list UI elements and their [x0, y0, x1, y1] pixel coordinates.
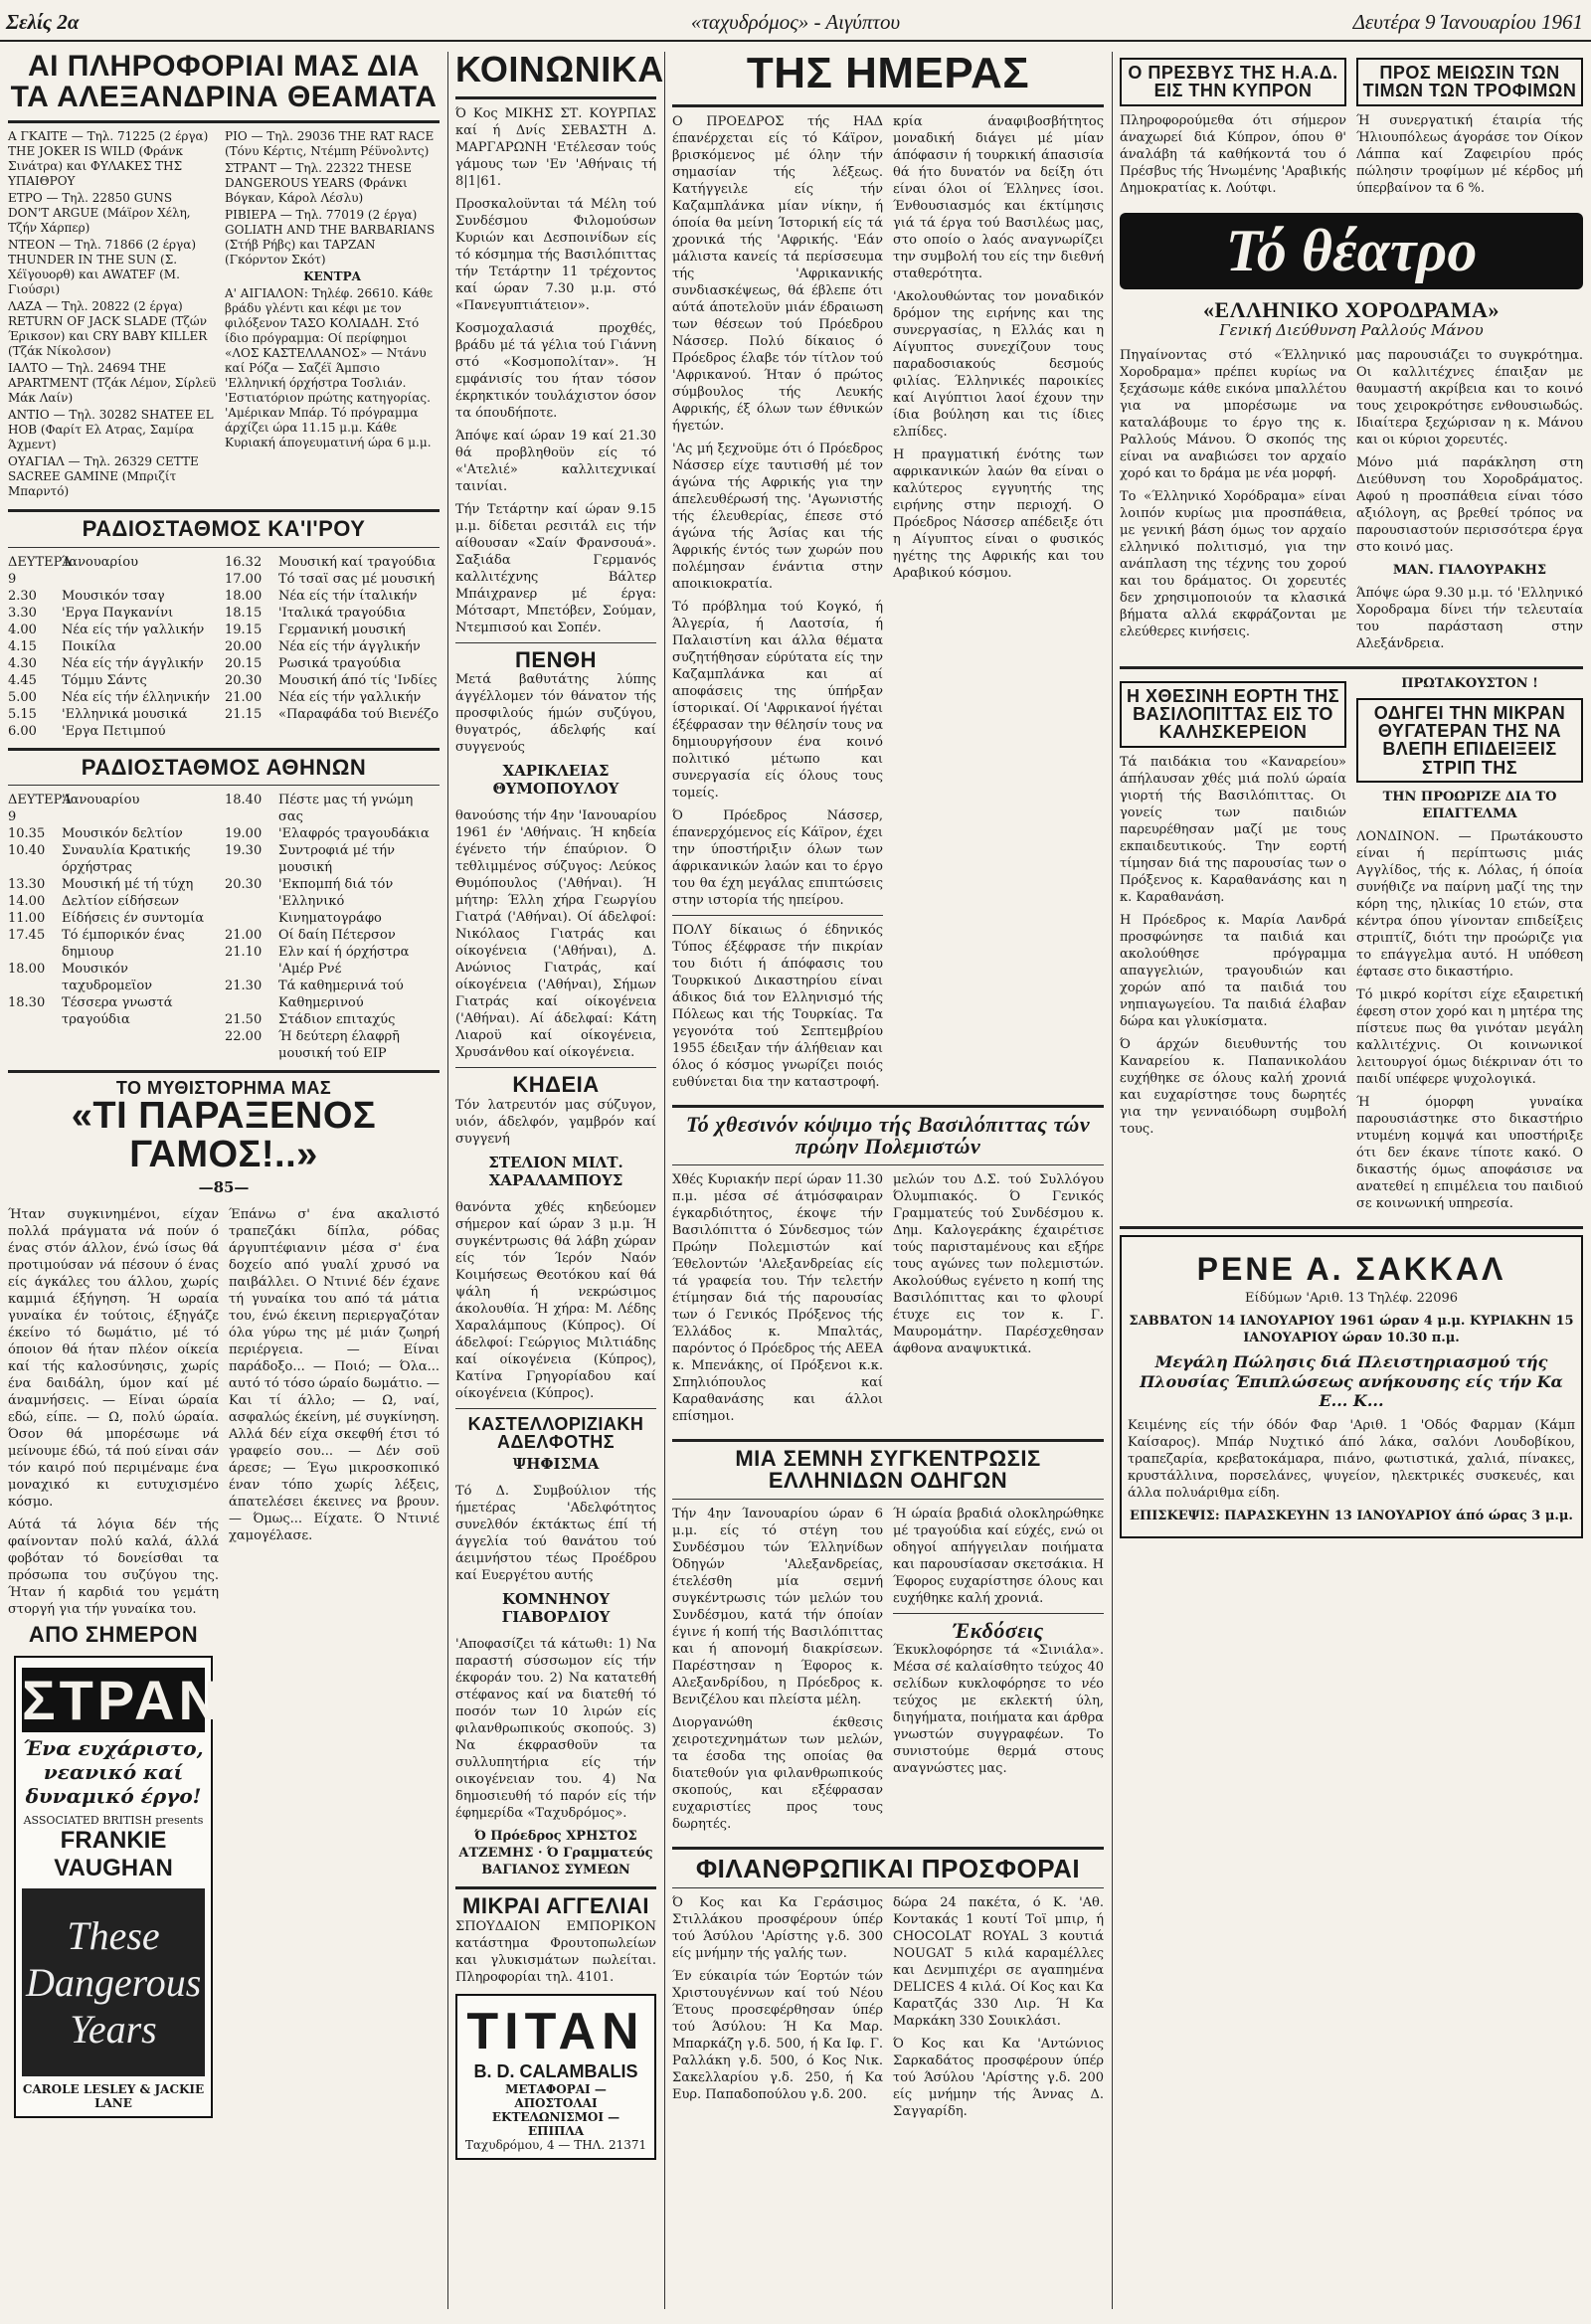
radio-program: 'Εκπομπή διά τόν 'Ελληνικό Κινηματογράφο [278, 877, 394, 927]
radio-schedule-row [8, 638, 217, 655]
radio-schedule-row [8, 893, 217, 910]
assembly-paragraph: Τήν 4ην Ίανουαρίου ώραν 6 μ.μ. είς τό στέγη του Συνδέσμου τών Έλληνίδων Όδηγών 'Αλεξανδρείας, έτελέσθη μία σεμνή συγκέντρωσις τών μελών του Συνδέσμου, κατά τήν όποίαν έγινε ή κοπή τής Βασιλόπιττας και ή απονομή διακρίσεων. Παρέστησαν η Έφορος κ. Αλεξανδρίδου, η Πρόεδρος κ. Βενιζέλου και πλείστα μέλη. [672, 1506, 883, 1707]
mourning-name: ΧΑΡΙΚΛΕΙΑΣ ΘΥΜΟΠΟΥΛΟΥ [492, 762, 619, 799]
charity-paragraph: Ό Κος και Κα Γεράσιμος Στιλλάκου προσφέρουν ύπέρ τού Άσύλου 'Αρίστης γ.δ. 300 είς μνήμην τής γαλής των. [672, 1895, 883, 1962]
radio-schedule-row [8, 672, 217, 689]
ad-cast: CAROLE LESLEY & JACKIE LANE [22, 2082, 205, 2111]
cinema-list-right [225, 129, 440, 501]
radio-schedule-row [8, 792, 217, 825]
novel-part: —85— [198, 1177, 250, 1196]
radio-time: 19.15 [225, 622, 263, 637]
castellorizian-name: ΚΟΜΝΗΝΟΥ ΓΙΑΒΟΡΔΙΟΥ [501, 1590, 611, 1627]
day-paragraph: Τό πρόβλημα τού Κογκό, ή Άλγερία, ή Λαοτσία, ή Παλαιστίνη και άλλα θέματα συζητήθησαν εύρύτατα είς την Καζαμπλάνκα και αί αποφάσεις της ύπήρξαν ίστορικαί. Οί 'Αφρικανοί ήγέται έξέφρασαν την θέλησίν τους να δημιουργήσουν ένα κοινό πολιτικό μέτωπο και συνεργασία είς όλους τους τομείς. [672, 599, 883, 801]
paper-name: «ταχυδρόμος» - Αιγύπτου [690, 10, 901, 34]
cinema-item: ΛΑΖΑ — Τηλ. 20822 (2 έργα) RETURN OF JACK SLADE (Τζών Έρικσον) και CRY BABY KILLER (Τζάκ Νίκολσον) [8, 299, 208, 359]
radio-schedule-row [225, 842, 440, 876]
radio-schedule-row [225, 655, 440, 672]
radio-program: Μουσική καί τραγούδια [278, 554, 437, 570]
cinema-item: Α' ΑΙΓΙΑΛΟΝ: Τηλέφ. 26610. Κάθε βράδυ γλέντι και κέφι με τον φιλόξενον ΤΑΣΟ ΚΟΛΙΑΔΗ. Στό ίδιο πρόγραμμα: Οί περίφημοι «ΛΟΣ ΚΑΣΤΕΛΛΑΝΟΣ» — Ντάνυ καί Ρόζα — Σαζέϊ Άμπσιο 'Ελληνική όρχήστρα Τοσλιάν. 'Εστιατόριον πρώτης κατηγορίας. 'Αμέρικαν Μπάρ. Τό πρόγραμμα άρχίζει ώρα 11.15 μ.μ. Κάθε Κυριακή άπογευματινή ώρα 6 μ.μ. [225, 286, 434, 450]
radio-time: 20.00 [225, 638, 263, 654]
cinema-item: ΑΝΤΙΟ — Τηλ. 30282 SHATEE EL HOB (Φαρίτ Ελ Ατρας, Σαμίρα Άχμεντ) [8, 408, 214, 452]
day-paragraph: ΠΟΛΥ δίκαιως ό έδηνικός Τύπος έξέφρασε τήν πικρίαν του διότι ή άπόφασις του Τουρκικού Δικαστηρίου είναι άδικος διά τον Ελληνισμό τής Πόλεως και τής Τουρκίας. Τα γεγονότα τού Σεπτεμβρίου 1955 έδειξαν τήν άλήθειαν και όλος ό κόσμος γνωρίζει ποιός ευθύνεται δια την καταστροφή. [672, 922, 883, 1090]
radio-schedule-row [225, 622, 440, 638]
social-paragraph: Κοσμοχαλασιά προχθές, βράδυ μέ τά γέλια τού Γιάννη στό «Κοσμοπολίταν». Ή εμφάνισίς του ήταν τόσον έκρηκτικόν τουλάχιστον όσον τα όπουδήποτε. [455, 320, 656, 421]
london-headline: ΟΔΗΓΕΙ ΤΗΝ ΜΙΚΡΑΝ ΘΥΓΑΤΕΡΑΝ ΤΗΣ ΝΑ ΒΛΕΠΗ ΕΠΙΔΕΙΞΕΙΣ ΣΤΡΙΠ ΤΗΣ [1373, 702, 1566, 778]
small-ad: ΣΠΟΥΔΑΙΟΝ ΕΜΠΟΡΙΚΟΝ κατάστημα Φρουτοπωλείων και γλυκισμάτων πωλείται. Πληροφορίαι τηλ. 4101. [455, 1918, 656, 1985]
london-paragraph: Τό μικρό κορίτσι είχε εξαιρετική έφεση στον χορό και η μητέρα της πίστευε πως θα γινόταν μεγάλη καλλιτέχνις. Οι κοινωνικοί λειτουργοί όμως διέκριναν ότι το παιδί υπέφερε ψυχολογικά. [1356, 987, 1583, 1088]
column-rule [664, 52, 665, 2309]
auction-title: Μεγάλη Πώλησις διά Πλειστηριασμού τής Πλουσίας Έπιπλώσεως ανήκουσης είς τήν Κα Ε... Κ... [1140, 1352, 1563, 1411]
ad-star: FRANKIE VAUGHAN [54, 1827, 173, 1882]
radio-program: «Παραφάδα τού Βιενέζο [278, 706, 440, 722]
cinema-listings [8, 129, 440, 501]
radio-program: Νέα είς τήν άγγλικήν [278, 638, 421, 654]
radio-program: 'Εργα Πετιμπού [62, 723, 166, 739]
novel-kicker: ΤΟ ΜΥΘΙΣΤΟΡΗΜΑ ΜΑΣ [115, 1078, 332, 1099]
social-paragraph: Άπόψε καί ώραν 19 καί 21.30 θά προβληθοϋν είς τό «'Ατελιέ» καλλιτεχνικαί ταινίαι. [455, 428, 656, 494]
radio-time: 21.15 [225, 706, 263, 722]
cinema-item: ΙΑΛΤΟ — Τηλ. 24694 THE APARTMENT (Τζάκ Λέμον, Σίρλεϋ Μάκ Λαίν) [8, 361, 217, 406]
social-paragraph: Προσκαλοϋνται τά Μέλη τού Συνδέσμου Φιλομούσων Κυριών και Δεσποινίδων είς τό κόσμημα τής Βασιλόπιττας τήν Τετάρτην 11 τρέχοντος καί ώραν 7.30 μ.μ. στό «Πανεγυπτιάτειον». [455, 196, 656, 313]
radio-schedule-row [225, 571, 440, 588]
radio-schedule-row [225, 605, 440, 622]
radio-time: 19.00 [225, 826, 263, 842]
theatre-byline: Γενική Διεύθυνση Ραλλούς Μάνου [1219, 321, 1484, 340]
radio-time: 13.30 [8, 877, 46, 893]
small-ads-title: ΜΙΚΡΑΙ ΑΓΓΕΛΙΑΙ [462, 1893, 649, 1919]
pita-paragraph: Χθές Κυριακήν περί ώραν 11.30 π.μ. μέσα σέ άτμόσφαιραν έγκαρδιότητος, έκοψε τήν Βασιλόπιττα ό Σύνδεσμος τών Πρώην Πολεμιστών καί Έθελοντών 'Αλεξανδρείας είς τά γραφεία του. Τήν τελετήν έτίμησαν διά τής παρουσίας των ό Γενικός Πρόξενος τής Έλλάδος κ. Μπαλτάς, παρόντος ό Πρόεδρος τής ΑΕΕΑ κ. Μπενάκης, οί Πρόξενοι κ.κ. Σπηλιόπουλος καί Καραθανάσης και άλλοι επίσημοι. [672, 1171, 883, 1424]
strand-cinema-ad [14, 1656, 262, 2118]
radio-schedule-row [8, 605, 217, 622]
radio-schedule-row [225, 792, 440, 825]
castellorizian-paragraph: 'Αποφασίζει τά κάτωθι: 1) Να παραστή σύσσωμον είς τήν έκφοράν του. 2) Να κατατεθή στέφανος καί να διατεθή τό ποσόν των 10 λιρών είς φιλανθρωπικούς σκοπούς. 3) Να έκφρασθοϋν τα συλλυπητήρια είς τήν οικογένειαν του. 4) Να δημοσιευθή τό παρόν είς τήν έφημερίδα «Ταχυδρόμος». [455, 1637, 656, 1822]
editions-title: Έκδόσεις [953, 1617, 1044, 1643]
social-paragraph: Τήν Τετάρτην καί ώραν 9.15 μ.μ. δίδεται ρεσιτάλ εις τήν αίθουσαν «Σαίν Φρανσουά». Σαξιάδα Γερμανός καλλιτέχνης Βάλτερ Μπάιχρανερ μέ έργα: Μότσαρτ, Μπετόβεν, Σούμαν, Ντεμπισού και Σοπέν. [455, 501, 656, 635]
titan-company: B. D. CALAMBALIS [473, 2060, 638, 2081]
column-3 [672, 49, 1104, 2126]
funerals-paragraph: Τόν λατρευτόν μας σύζυγον, υιόν, άδελφόν, γαμβρόν καί συγγενή [455, 1097, 656, 1147]
auction-viewing: ΕΠΙΣΚΕΨΙΣ: ΠΑΡΑΣΚΕΥΗΝ 13 ΙΑΝΟΥΑΡΙΟΥ άπό ώρας 3 μ.μ. [1130, 1508, 1573, 1523]
radio-schedule-row [8, 876, 217, 893]
charity-headline: ΦΙΛΑΝΘΡΩΠΙΚΑΙ ΠΡΟΣΦΟΡΑΙ [695, 1853, 1081, 1883]
radio-program: Ρωσικά τραγούδια [278, 655, 402, 671]
radio-time: 21.10 [225, 945, 263, 961]
radio-schedule-row [8, 588, 217, 605]
ad-presents: ASSOCIATED BRITISH presents [23, 1814, 204, 1828]
radio-program: Τό τσαϊ σας μέ μουσική [278, 571, 436, 587]
castellorizian-signature: Ό Πρόεδρος ΧΡΗΣΤΟΣ ΑΤΖΕΜΗΣ · Ό Γραμματεύς ΒΑΓΙΑΝΟΣ ΣΥΜΕΩΝ [458, 1829, 653, 1878]
radio-program: Δελτίον είδήσεων [62, 894, 180, 910]
radio-schedule-row [225, 554, 440, 571]
london-subhead: ΤΗΝ ΠΡΟΩΡΙΖΕ ΔΙΑ ΤΟ ΕΠΑΓΓΕΛΜΑ [1382, 790, 1557, 822]
auction-dates: ΣΑΒΒΑΤΟΝ 14 ΙΑΝΟΥΑΡΙΟΥ 1961 ώραν 4 μ.μ. ΚΥΡΙΑΚΗΝ 15 ΙΑΝΟΥΑΡΙΟΥ ώραν 10.30 π.μ. [1129, 1314, 1574, 1346]
radio-time: 3.30 [8, 605, 37, 621]
radio-time: 2.30 [8, 588, 37, 604]
radio-time: 10.40 [8, 843, 46, 859]
radio-program: Ελν καί ή όρχήστρα 'Αμέρ Ρνέ [278, 945, 410, 978]
london-paragraph: Ή όμορφη γυναίκα παρουσιάστηκε στο δικαστήριο ντυμένη κομψά και υποστήριξε ότι δεν έκανε τίποτε κακό. Ο δικαστής όμως αποφάσισε να ανατεθεί η επιμέλεια του παιδιού σε κοινωνική υπηρεσία. [1356, 1095, 1583, 1212]
radio-program: Μουσικόν ταχυδρομεϊον [62, 962, 153, 994]
radio-program: Ποικίλα [62, 638, 116, 654]
funerals-name: ΣΤΕΛΙΟΝ ΜΙΛΤ. ΧΑΡΑΛΑΜΠΟΥΣ [488, 1153, 623, 1189]
radio-time: 18.00 [8, 962, 46, 978]
theatre-signature: ΜΑΝ. ΓΙΑΛΟΥΡΑΚΗΣ [1392, 562, 1547, 578]
radio-schedule-row [8, 961, 217, 994]
day-paragraph: Η πραγματική ένότης των αφρικανικών λαών θα είναι ο καλύτερος εγγυητής της ειρήνης στην περιοχή. Ο Πρόεδρος Νάσσερ απέδειξε ότι η Αίγυπτος είναι ο φυσικός ηγέτης της Αφρικής και του Αραβικού κόσμου. [893, 447, 1104, 581]
radio-schedule-row [8, 655, 217, 672]
radio-time: 18.30 [8, 995, 46, 1011]
radio-time: 14.00 [8, 894, 46, 910]
radio-time: 4.45 [8, 672, 37, 688]
auction-details: Κειμένης είς τήν όδόν Φαρ 'Αριθ. 1 'Οδός Φαρμαν (Κάμπ Καίσαρος). Μπάρ Νυχτικό άπό λάκα, σαλόνι Λουδοβίκου, τραπεζαρία, κρεβατοκάμαρα, πιάνο, φωτιστικά, χαλιά, πίνακες, κρυστάλλινα, πορσελάνες, ψυγείον, ηλεκτρικές συσκευές, και άλλα πολυάριθμα είδη. [1128, 1417, 1575, 1501]
radio-schedule-row [8, 994, 217, 1028]
day-paragraph: 'Ακολουθώντας τον μοναδικόν δρόμον της ειρήνης και της συνεργασίας, η Ελλάς και η Αίγυπτος συνεχίζουν τους παραδοσιακούς δεσμούς φιλίας. Έλληνικές παροικίες καί Αιγύπτιοι λαοί έχουν την ίδια βούληση και τις ίδιες ελπίδες. [893, 288, 1104, 440]
cyprus-paragraph: Πληροφορούμεθα ότι σήμερον άναχωρεί διά Κύπρον, όπου θ' άναλάβη τά καθήκοντά του ό Πρέσβυς τής Ήνωμένης 'Αραβικής Δημοκρατίας κ. Λούτφι. [1120, 112, 1346, 196]
cinema-item: Α ΓΚΑΙΤΕ — Τηλ. 71225 (2 έργα) THE JOKER IS WILD (Φράνκ Σινάτρα) και ΦΥΛΑΚΕΣ ΤΗΣ ΥΠΑΙΘΡΟΥ [8, 129, 209, 189]
radio-program: Ή δεύτερη έλαφρῆ μουσική τού EIP [278, 1029, 400, 1062]
day-headline: ΤΗΣ ΗΜΕΡΑΣ [746, 49, 1030, 97]
top-briefs [1120, 52, 1583, 203]
titan-address: Ταχυδρόμου, 4 — ΤΗΛ. 21371 [464, 2137, 647, 2152]
radio-program: Τόμμυ Σάντς [62, 672, 147, 688]
strand-logo: ΣΤΡΑΝΤ [22, 1669, 262, 1732]
theatre-review [1120, 347, 1583, 658]
prices-headline: ΠΡΟΣ ΜΕΙΩΣΙΝ ΤΩΝ ΤΙΜΩΝ ΤΩΝ ΤΡΟΦΙΜΩΝ [1362, 63, 1577, 101]
feast-paragraph: Τά παιδάκια του «Καναρείου» άπήλαυσαν χθές μιά πολύ ώραία γιορτή τής Βασιλόπιττας. Οι γονείς των παιδιών παρευρέθησαν μαζί με τους εκπαιδευτικούς. Την εορτή τίμησαν διά της παρουσίας των ο Πρόξενος κ. Καραθανάσης και η κ. Καραθανάση. [1120, 754, 1346, 905]
radio-schedule-row [225, 706, 440, 723]
radio-program: 'Ιανουαρίου [62, 793, 140, 808]
mourning-paragraph: θανούσης τήν 4ην 'Ιανουαρίου 1961 έν 'Αθήναις. Ή κηδεία έγένετο τήν έπαύριον. Ό τεθλιμμένος σύζυγος: Λεύκος Θυμόπουλος ('Αθήναι). Ή μήτηρ: Έλλη χήρα Γεωργίου Γιατρά ('Αθήναι). Οί άδελφοί: Νικόλαος Γιατράς και οίκογένεια ('Αθήναι), Δ. Ανώνιος Γιατράς, καί οίκογένεια ('Αθήναι), Σήμων Γιατράς καί οίκογένεια ('Αθήναι). Αί άδελφαί: Κάτη Λιαροϋ καί οίκογένεια, Χρυσάνθου καί οίκογένεια. [455, 808, 656, 1061]
charity-paragraph: Ό Κος και Κα 'Αντώνιος Σαρκαδάτος προσφέρουν ύπέρ τού Άσύλου 'Αρίστης γ.δ. 200 είς μνήμην τής Άννας Δ. Σαγγαρίδη. [893, 2037, 1104, 2120]
radio-schedule-row [225, 978, 440, 1011]
day-paragraph: Ο ΠΡΟΕΔΡΟΣ τής ΗΑΔ έπανέρχεται είς τό Κάϊρον, βρισκόμενος μέ όλην τήν σημασίαν τής λέξεως. Κατήγγειλε είς τήν Καζαμπλάνκα μίαν νίκην, ή όποία θα μείνη Ίστορική είς τά χρονικά τής 'Αφρικής. 'Εάν μάλιστα κανείς τά περίσσευμα τής 'Αφρικανικής συνδιασκέψεως, θά έβλεπε ότι αύτά άποτελοϋν μιάν έδραιωση των θέσεων τού Πρόεδρου Νάσσερ. Πολύ δίκαιος ό Πρόεδρος έλαβε τόν τίτλον τού 'Αφρικανού. Ήταν ό πρώτος σύμβουλος τής Λευκής Αφρικής, έξ όλων των έθνικών ήγετών. [672, 113, 883, 434]
radio-time: 17.45 [8, 928, 46, 944]
radio-time: 21.50 [225, 1012, 263, 1028]
radio-schedule-row [8, 842, 217, 876]
radio-program: Νέα είς τήν άγγλικήν [62, 655, 204, 671]
cinema-item: ΟΥΑΓΙΑΛ — Τηλ. 26329 CETTE SACREE GAMINE (Μπριζίτ Μπαρντό) [8, 454, 199, 499]
day-article [672, 113, 1104, 1097]
radio-schedule-row [8, 689, 217, 706]
radio-schedule-row [8, 706, 217, 723]
novel-paragraph: Ήταν συγκινημένοι, είχαν πολλά πράγματα νά πούν ό ένας στόν άλλον, ένώ ίσως θά προτιμούσαν νά πέσουν ό ένας είς άγκάλες του άλλου, χωρίς καμμιά έξήγηση. Ή ωραία γυναίκα έν τούτοις, έξηγάζε έκείνο τό δωμάτιο, μέ τό όποιον θά ήταν πλέον οίκεία καί τής καλοσύνησις, χωρίς ένα δαιδάλη, ύμον καί μέ άναμνήσεις. — Είναι ώραία εδώ, είπε. — Ω, πολύ ώραία. Όσον θά μπορέσωμε νά μείνουμε έδώ, τά πού είναι σάν τόν καιρό πού περιμέναμε ένα μοναχικό κι ευτυχισμένο κόσμο. [8, 1206, 219, 1510]
theatre-paragraph: Άπόψε ώρα 9.30 μ.μ. τό 'Ελληνικό Χοροδραμα δίνει τήν τελευταία του παράσταση στην Αλεξάνδρεια. [1356, 585, 1583, 651]
castellorizian-subtitle: ΨΗΦΙΣΜΑ [512, 1455, 600, 1474]
funerals-title: ΚΗΔΕΙΑ [512, 1072, 600, 1098]
funerals-paragraph: θανόντα χθές κηδεύομεν σήμερον καί ώραν 3 μ.μ. Ή συγκέντρωσις θά λάβη χώραν είς τόν Ίερόν Ναόν Κοιμήσεως Θεοτόκου καί θά ψάλη ή νεκρώσιμος άκολουθία. Ή χήρα: Μ. Λέδης Χαραλάμπους (Κύπρος). Οί άδελφοί: Γεώργιος Μιλτιάδης καί οίκογένεια (Κύπρος), Κατίνα Γρηγορίαδου καί οίκογένεια (Κύπρος). [455, 1199, 656, 1401]
radio-time: 4.15 [8, 638, 37, 654]
theatre-banner: Τό θέατρο [1120, 213, 1583, 289]
novel-paragraph: Αύτά τά λόγια δέν τής φαίνονταν πολύ καλά, άλλά φοβόταν τό δονείσθαι τα πρόσωπα του συζύγου της. Ήταν ή καρδιά του γεμάτη στοργή για τήν γυναίκα του. [8, 1517, 219, 1617]
castellorizian-title: ΚΑΣΤΕΛΛΟΡΙΖΙΑΚΗ ΑΔΕΛΦΟΤΗΣ [467, 1413, 644, 1452]
theatre-paragraph: Το «Έλληνικό Χορόδραμα» είναι λοιπόν κυρίως μια προσπάθεια, με γενική βάση όμως τον αρχαίο ελληνικό πολιτισμό, για την ανάπλαση της τέχνης του χορού και του δράματος. Οι χορευτές δεν χρησιμοποιούν τα κλασικά βήματα αλλά εκφράζονται με ελεύθερες κινήσεις. [1120, 488, 1346, 639]
radio-schedule-row [8, 910, 217, 927]
radio-time: 21.30 [225, 979, 263, 994]
social-headline: ΚΟΙΝΩΝΙΚΑ [455, 49, 664, 89]
radio-schedule-row [225, 876, 440, 927]
day-paragraph: Ό Πρόεδρος Νάσσερ, έπανερχόμενος είς Κάϊρον, έχει την ύποστήριξιν όλων των άφρικανικών λαών και το έργο του θα έχη μεγάλας επιπτώσεις στην ιστορία τής ηπείρου. [672, 807, 883, 908]
cinema-list-left [8, 129, 217, 501]
radio-program: 'Ελληνικά μουσικά [62, 706, 188, 722]
castellorizian-paragraph: Τό Δ. Συμβούλιον τής ήμετέρας 'Αδελφότητος συνελθόν έκτάκτως έπί τή άγγελία τού θανάτου τού άειμνήστου τέως Προέδρου καί Ευεργέτου αυτής [455, 1484, 656, 1584]
radio-schedule-row [225, 689, 440, 706]
cinema-headline: ΑΙ ΠΛΗΡΟΦΟΡΙΑΙ ΜΑΣ ΔΙΑ ΤΑ ΑΛΕΞΑΝΔΡΙΝΑ ΘΕΑΜΑΤΑ [10, 50, 438, 113]
cinema-item: ΣΤΡΑΝΤ — Τηλ. 22322 THESE DANGEROUS YEARS (Φράνκι Βόγκαν, Κάρολ Λέσλυ) [225, 161, 412, 206]
theatre-paragraph: Μόνο μιά παράκληση στη Διεύθυνση του Χοροδράματος. Αφού η προσπάθεια είναι τόσο αξιόλογη, ας βρεθεί τρόπος να παρουσιαστούν περισσότερα έργα στο κοινό μας. [1356, 454, 1583, 555]
radio-time: 20.30 [225, 672, 263, 688]
titan-logo: TITAN [466, 2002, 645, 2060]
titan-line: ΕΚΤΕΛΩΝΙΣΜΟΙ — ΕΠΙΠΛΑ [491, 2109, 620, 2138]
radio-program: Είδήσεις έν συντομία [62, 911, 205, 927]
assembly-paragraph: Ή ώραία βραδιά ολοκληρώθηκε μέ τραγούδια καί εύχές, ενώ οι οδηγοί απήγγειλαν ποιήματα και παρουσίασαν σκετσάκια. Η Έφορος ευχαρίστησε όλους και ευχήθηκε καλή χρονιά. [893, 1506, 1104, 1606]
novel-paragraph: Έπάνω σ' ένα ακαλιστό τραπεζάκι δίπλα, ρόδας άργυπτέφιανιν μέσα σ' ένα δοχείο από γυαλί χρυσό να παιβάλλει. Ο Ντινιέ δέν έχανε τή γυναίκα του από τά μάτια του, ένώ έκεινη περιεργαζόταν όλα γύρω της μέ μιάν ζωηρή περιέργεια. — Είναι παράδοξο... — Ποιό; — Όλα... αυτό τό τόσο ώραίο δωμάτιο. — Και τί άλλο; — Ω, ναί, ασφαλώς έκείνη, μέ συγκίνηση. Αλλά δέν είχα σκεφθή έτσι τό γραφείο σου... — Δέν σοϋ άρεσε; — Έγω μικροσκοπικό έναν τόπο χωρίς λέξεις, άπατελέσει έκεινες να βρουν. — Όμως... Είχατε. Ό Ντινιέ χαμογέλασε. [229, 1206, 440, 1543]
editions-paragraph: Έκυκλοφόρησε τά «Σινιάλα». Μέσα σέ καλαίσθητο τεύχος 40 σελίδων κυκλοφόρησε το νέο τεύχος με εκλεκτή ύλη, διηγήματα, ποιήματα και άρθρα γνωστών συγγραφέων. Το συνιστούμε θερμά στους αναγνώστες μας. [893, 1643, 1104, 1777]
pita-headline: Τό χθεσινόν κόψιμο τής Βασιλόπιττας τών πρώην Πολεμιστών [685, 1111, 1091, 1160]
ad-slogan: Ένα ευχάριστο, νεανικό καί δυναμικό έργο! [23, 1736, 204, 1809]
pita-paragraph: μελών του Δ.Σ. τού Συλλόγου Όλυμπιακός. Ό Γενικός Γραμματεύς τού Συνδέσμου κ. Δημ. Καλογεράκης έχαιρέτισε τούς παρισταμένους και εξήρε τους αγώνες των πολεμιστών. Ακολούθως εγένετο η κοπή της Βασιλόπιττας και το φλουρί έτυχε εις τον κ. Γ. Μαυρομάτην. Παρέσχεθησαν άφθονα αναψυκτικά. [893, 1171, 1104, 1356]
radio-schedule-row [8, 554, 217, 588]
auctioneer-address: Είδύμων 'Αριθ. 13 Τηλέφ. 22096 [1244, 1291, 1459, 1307]
assembly-article [672, 1506, 1104, 1839]
social-paragraph: Ό Κος ΜΙΚΗΣ ΣΤ. ΚΟΥΡΠΑΣ καί ή Δνίς ΣΕΒΑΣΤΗ Δ. ΜΑΡΓΑΡΩΝΗ 'Ετέλεσαν τούς γάμους των 'Εν 'Αθήναις τή 8|1|61. [455, 105, 656, 189]
cinema-item: ΡΙΒΙΕΡΑ — Τηλ. 77019 (2 έργα) GOLIATH AND THE BARBARIANS (Στήβ Ρήβς) και ΤΑΡΖΑΝ (Γκόρντον Σκότ) [225, 208, 436, 268]
film-poster: These Dangerous Years [22, 1888, 205, 2076]
titan-line: ΜΕΤΑΦΟΡΑΙ — ΑΠΟΣΤΟΛΑΙ [505, 2081, 607, 2110]
radio-program: Μουσικόν δελτίον [62, 826, 183, 842]
radio-schedule-row [225, 944, 440, 978]
radio-athens-schedule [8, 792, 440, 1062]
radio-schedule-row [8, 825, 217, 842]
titan-ad [455, 1994, 656, 2160]
radio-athens-title: ΡΑΔΙΟΣΤΑΘΜΟΣ ΑΘΗΝΩΝ [81, 754, 367, 780]
page-number: Σελίς 2α [6, 10, 80, 34]
radio-schedule-row [225, 927, 440, 944]
radio-time: ΔΕΥΤΕΡΑ 9 [8, 793, 72, 825]
radio-schedule-row [225, 1011, 440, 1028]
column-4 [1120, 52, 1583, 1538]
radio-time: 19.30 [225, 843, 263, 859]
mourning-paragraph: Μετά βαθυτάτης λύπης άγγέλλομεν τόν θάνατον τής προσφιλούς ήμών συζύγου, θυγατρός, άδελφής καί συγγενούς [455, 672, 656, 756]
radio-schedule-row [225, 638, 440, 655]
radio-time: 4.30 [8, 655, 37, 671]
cinema-item: ΝΤΕΟΝ — Τηλ. 71866 (2 έργα) THUNDER IN THE SUN (Σ. Χέϊγουορθ) και AWATEF (Μ. Γιούσρι) [8, 238, 197, 297]
theatre-paragraph: Πηγαίνοντας στό «Έλληνικό Χοροδραμα» πρέπει κυρίως να ξεχάσωμε κάθε εικόνα μπαλλέτου για να μπορέσωμε να καταλάβουμε το έργο της κ. Ραλλούς Μάνου. Ό σκοπός της είναι να αναβιώσει τον αρχαίο χορό και το δράμα με νέα μορφή. [1120, 347, 1346, 481]
charity-paragraph: Έν εύκαιρία τών Έορτών τών Χριστουγέννων καί τού Νέου Έτους προσεφέρθησαν ύπέρ τού Άσύλου: Ή Κα Μαρ. Μπαρκάζη γ.δ. 500, ή Κα Ιφ. Γ. Ραλλάκη γ.δ. 500, ό Κος Νικ. Σακελλαρίου γ.δ. 250, ή Κα Ευρ. Παπαδοπούλου γ.δ. 200. [672, 1969, 883, 2103]
radio-schedule-row [8, 927, 217, 961]
assembly-paragraph: Διοργανώθη έκθεσις χειροτεχνημάτων των μελών, τα έσοδα της οποίας θα διατεθούν για φιλανθρωπικούς σκοπούς, και εξέφρασαν ευχαριστίες προς τους δωρητές. [672, 1714, 883, 1832]
ad-from-today: ΑΠΟ ΣΗΜΕΡΟΝ [28, 1621, 199, 1647]
cyprus-headline: Ο ΠΡΕΣΒΥΣ ΤΗΣ Η.Α.Δ. ΕΙΣ ΤΗΝ ΚΥΠΡΟΝ [1128, 63, 1338, 101]
novel-title: «ΤΙ ΠΑΡΑΞΕΝΟΣ ΓΑΜΟΣ!..» [71, 1095, 377, 1176]
radio-program: Νέα είς τήν γαλλικήν [278, 689, 422, 705]
feast-headline: Η ΧΘΕΣΙΝΗ ΕΟΡΤΗ ΤΗΣ ΒΑΣΙΛΟΠΙΤΤΑΣ ΕΙΣ ΤΟ ΚΑΛΗΣΚΕΡΕΙΟΝ [1126, 685, 1340, 743]
radio-time: 21.00 [225, 928, 263, 944]
radio-time: 22.00 [225, 1029, 263, 1045]
radio-schedule-row [225, 588, 440, 605]
radio-program: 'Ελαφρός τραγουδάκια [278, 826, 430, 842]
radio-schedule-row [8, 622, 217, 638]
column-1 [8, 52, 440, 2128]
masthead [0, 6, 1591, 42]
radio-program: 'Εργα Παγκανίνι [62, 605, 174, 621]
radio-time: 16.32 [225, 554, 263, 570]
radio-time: 10.35 [8, 826, 46, 842]
radio-program: Συναυλία Κρατικής όρχήστρας [62, 843, 191, 876]
radio-program: Μουσικόν τσαγ [62, 588, 165, 604]
radio-cairo-schedule [8, 554, 440, 740]
radio-program: Τέσσερα γνωστά τραγούδια [62, 995, 173, 1028]
radio-time: 11.00 [8, 911, 46, 927]
charity-paragraph: δώρα 24 πακέτα, ό Κ. 'Αθ. Κοντακάς 1 κουτί Τοϊ μπιρ, ή CHOCOLAT ROYAL 3 κουτιά NOUGAT 5 κιλά καραμέλλες και Δενμπιχέρι σε αγαπημένα DELICES 4 κιλά. Οί Κος και Κα Καρατζάς 330 Λιρ. Ή Κα Μαρκάκη 330 Σουικλάσι. [893, 1895, 1104, 2030]
lower-articles [1120, 675, 1583, 1218]
radio-time: 4.00 [8, 622, 37, 637]
theatre-title: «ΕΛΛΗΝΙΚΟ ΧΟΡΟΔΡΑΜΑ» [1203, 296, 1500, 322]
radio-program: Μουσική άπό τίς 'Ινδίες [278, 672, 438, 688]
radio-time: 20.30 [225, 877, 263, 893]
column-rule [1112, 52, 1113, 2309]
radio-cairo-title: ΡΑΔΙΟΣΤΑΘΜΟΣ ΚΑ'Ι'ΡΟΥ [82, 516, 366, 542]
radio-program: Τό έμπορικόν ένας δημιουρ [62, 928, 185, 961]
radio-time: 21.00 [225, 689, 263, 705]
radio-time: 20.15 [225, 655, 263, 671]
radio-program: Στάδιον επιταχύς [278, 1012, 396, 1028]
cinema-item: ΕΤΡΟ — Τηλ. 22850 GUNS DON'T ARGUE (Μάϊρον Χέλη, Τζήν Χάρπερ) [8, 191, 191, 236]
cinema-item: ΡΙΟ — Τηλ. 29036 THE RAT RACE (Τόνυ Κέρτις, Ντέμπη Ρέϋνολντς) [225, 129, 435, 159]
feast-paragraph: Η Πρόεδρος κ. Μαρία Λανδρά προσφώνησε τα παιδιά και ακολούθησε πρόγραμμα απαγγελιών, τραγουδιών και χορών από τα παιδιά του νηπιαγωγείου. Τα παιδιά έλαβαν δώρα και γλυκίσματα. [1120, 912, 1346, 1029]
radio-program: Γερμανική μουσική [278, 622, 406, 637]
radio-time: 5.00 [8, 689, 37, 705]
radio-program: Νέα είς τήν γαλλικήν [62, 622, 205, 637]
pita-article [672, 1171, 1104, 1431]
column-rule [447, 52, 448, 2309]
radio-program: Ίανουαρίου [62, 554, 138, 570]
radio-program: Πέστε μας τή γνώμη σας [278, 793, 414, 825]
issue-date: Δευτέρα 9 Ίανουαρίου 1961 [1352, 10, 1583, 34]
day-paragraph: 'Ας μή ξεχνοϋμε ότι ό Πρόεδρος Νάσσερ είχε ταυτισθή μέ τον άγώνα τής Αφρικής για την άπελευθέρωσή της. 'Αγωνιστής τής έλευθερίας, έπεσε στό άγώνα τής Άσίας και τής Άφρικής έντός των χωρών που πολέμησαν ένάντια στην αποικιοκρατία. [672, 441, 883, 592]
radio-time: 18.15 [225, 605, 263, 621]
theatre-paragraph: μας παρουσιάζει το συγκρότημα. Οι καλλιτέχνες έπαιξαν με θαυμαστή ακρίβεια και το κοινό τους χειροκρότησε ενθουσιωδώς. Ιδιαίτερα ξεχώρισαν η κ. Μάνου και οι κύριοι χορευτές. [1356, 347, 1583, 447]
auctioneer-name: ΡΕΝΕ Α. ΣΑΚΚΑΛ [1196, 1251, 1506, 1288]
radio-time: 18.40 [225, 793, 263, 808]
radio-time: ΔΕΥΤΕΡΑ 9 [8, 554, 72, 587]
novel-body [8, 1206, 440, 2128]
prices-paragraph: Ή συνεργατική έταιρία τής Ήλιουπόλεως άγοράσε τον Οίκον Λάππα καί Ζαφειρίου πρός πώλησιν τροφίμων μέ κέρδος μή ύπερβαίνον τα 6 %. [1356, 112, 1583, 196]
london-paragraph: ΛΟΝΔΙΝΟΝ. — Πρωτάκουστο είναι ή περίπτωσις μιάς Αγγλίδος, τής κ. Λόλας, ή όποία συνήθιζε να παίρνη μαζί της την κόρη της, ηλικίας 10 ετών, στα κέντρα όπου γίνονταν επιδείξεις στριπτίζ, διότι την προώριζε για το επάγγελμα αυτό. Η υπόθεση έφτασε στο δικαστήριο. [1356, 829, 1583, 981]
radio-program: Νέα είς τήν έλληνικήν [62, 689, 211, 705]
radio-time: 18.00 [225, 588, 263, 604]
section-label: ΚΕΝΤΡΑ [303, 269, 361, 284]
radio-time: 5.15 [8, 706, 37, 722]
radio-schedule-row [225, 825, 440, 842]
radio-schedule-row [225, 672, 440, 689]
radio-time: 6.00 [8, 723, 37, 739]
radio-program: Νέα είς τήν ίταλικήν [278, 588, 418, 604]
auction-notice [1120, 1235, 1583, 1538]
radio-program: Οί δαίη Πέτερσον [278, 928, 396, 944]
charity-article [672, 1894, 1104, 2126]
radio-schedule-row [8, 723, 217, 740]
radio-program: Μουσική μέ τή τύχη [62, 877, 194, 893]
london-kicker: ΠΡΩΤΑΚΟΥΣΤΟΝ ! [1401, 675, 1538, 691]
column-2 [455, 49, 664, 2168]
assembly-headline: ΜΙΑ ΣΕΜΝΗ ΣΥΓΚΕΝΤΡΩΣΙΣ ΕΛΛΗΝΙΔΩΝ ΟΔΗΓΩΝ [735, 1445, 1041, 1494]
radio-program: Τά καθημερινά τού Καθημερινού [278, 979, 404, 1011]
mourning-title: ΠΕΝΘΗ [515, 646, 597, 672]
radio-program: 'Ιταλικά τραγούδια [278, 605, 406, 621]
day-paragraph: κρία άναφιβοσβήτητος μοναδική διάγει μέ μίαν άπόφασιν ή τουρκική άπασισία θά ήτο δυνατόν να δείξη ότι είναι όλοι οί Έλληνες ίσοι. Ένθουσιασμός και έκτίμησις γιά τά έργα τού Βασιλέως μας, στο οποίο ο λαός αναγνωρίζει την συμβολή του είς την διεθνή σταθερότητα. [893, 113, 1104, 281]
radio-program: Συντροφιά μέ τήν μουσική [278, 843, 395, 876]
feast-paragraph: Ό άρχών διευθυντής του Καναρείου κ. Παπανικολάου ευχήθηκε σε όλους καλή χρονιά και ευχαρίστησε τους δωρητές για την γενναιόδωρη συμβολή τους. [1120, 1036, 1346, 1137]
radio-time: 17.00 [225, 571, 263, 587]
radio-schedule-row [225, 1028, 440, 1062]
